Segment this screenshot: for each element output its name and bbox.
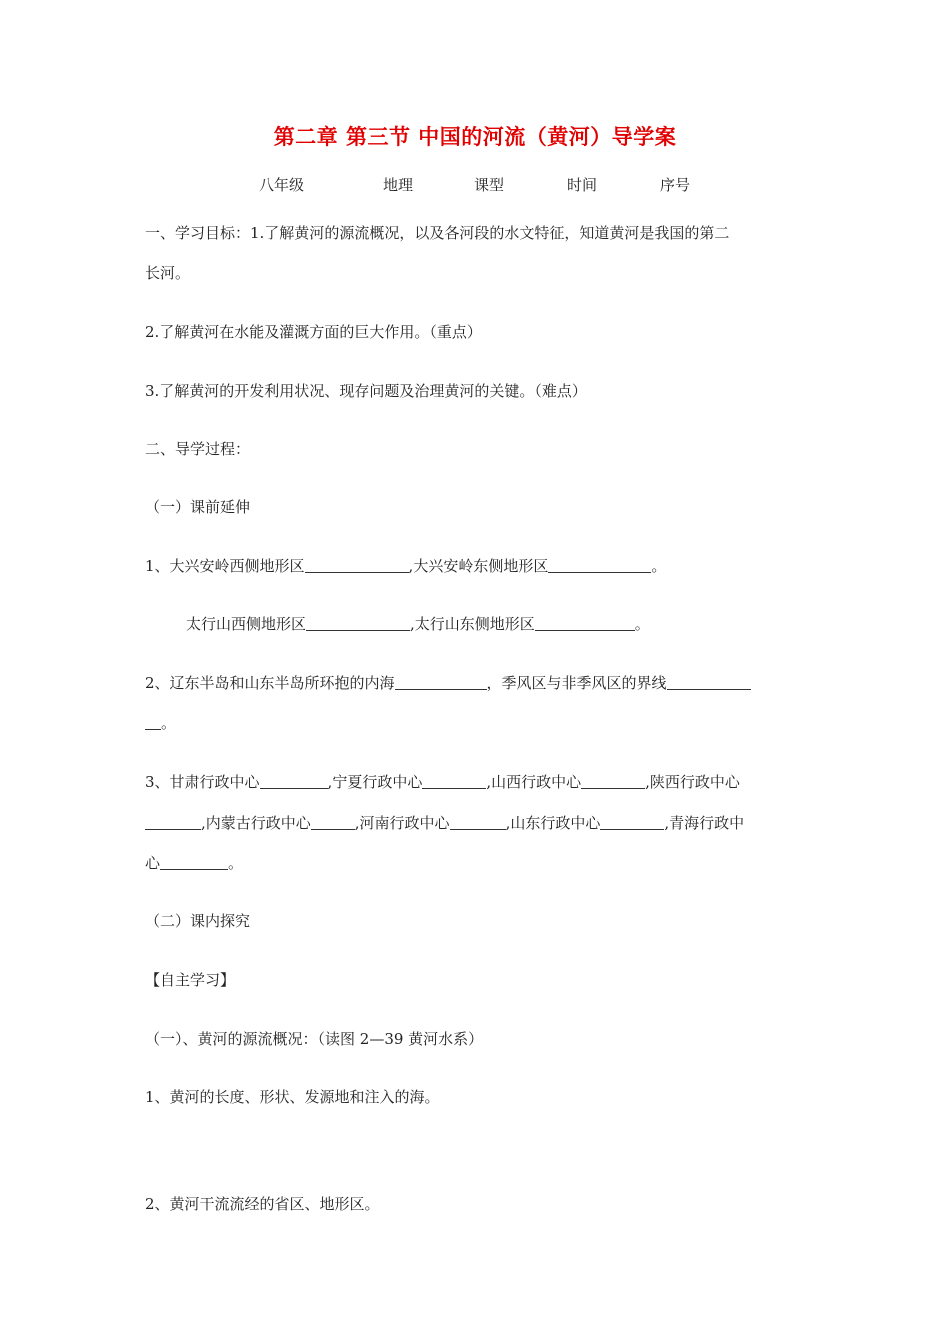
answer-blank[interactable] — [667, 674, 751, 690]
q1a-end: 。 — [651, 557, 667, 575]
section-in-class: （二）课内探究 — [145, 912, 251, 930]
q1a-text-1: 1、大兴安岭西侧地形区 — [145, 557, 305, 575]
meta-time: 时间 — [567, 176, 598, 194]
meta-subject: 地理 — [383, 176, 414, 194]
answer-blank[interactable] — [395, 674, 487, 690]
q3-text-5: ,内蒙古行政中心 — [201, 814, 311, 832]
q1b-text-2: ,太行山东侧地形区 — [410, 615, 535, 633]
section-pre-class: （一）课前延伸 — [145, 498, 251, 516]
q3-text-4: ,陕西行政中心 — [645, 773, 740, 791]
page-title: 第二章 第三节 中国的河流（黄河）导学案 — [273, 124, 677, 149]
q3-text-6: ,河南行政中心 — [354, 814, 450, 832]
goal-line-2: 2.了解黄河在水能及灌溉方面的巨大作用。（重点） — [145, 323, 482, 341]
answer-blank[interactable] — [600, 814, 664, 830]
q3-text-1: 3、甘肃行政中心 — [145, 773, 260, 791]
answer-blank[interactable] — [160, 854, 228, 870]
answer-blank[interactable] — [311, 814, 355, 830]
q3-text-7: ,山东行政中心 — [505, 814, 601, 832]
meta-sequence: 序号 — [660, 176, 691, 194]
q1b-text-1: 太行山西侧地形区 — [186, 615, 307, 633]
question-2 — [145, 672, 751, 693]
meta-grade: 八年级 — [259, 176, 305, 194]
q3-text-9: 心 — [145, 854, 161, 872]
q2-text-1: 2、辽东半岛和山东半岛所环抱的内海 — [145, 674, 395, 692]
goal-line-3: 3.了解黄河的开发利用状况、现存问题及治理黄河的关键。（难点） — [145, 382, 587, 400]
q1a-text-2: ,大兴安岭东侧地形区 — [408, 557, 549, 575]
answer-blank[interactable] — [305, 557, 409, 573]
self-study-heading: 【自主学习】 — [145, 971, 236, 989]
question-2-cont — [145, 712, 176, 733]
answer-blank[interactable] — [581, 773, 645, 789]
q2-text-2: ，季风区与非季风区的界线 — [486, 674, 667, 692]
q3-text-3: ,山西行政中心 — [486, 773, 582, 791]
answer-blank[interactable] — [450, 814, 506, 830]
question-3-cont — [145, 812, 744, 833]
answer-blank[interactable] — [548, 557, 651, 573]
meta-lesson-type: 课型 — [474, 176, 505, 194]
item-1: 1、黄河的长度、形状、发源地和注入的海。 — [145, 1088, 440, 1106]
process-heading: 二、导学过程： — [145, 440, 251, 458]
question-3-cont-2 — [145, 852, 243, 873]
answer-blank[interactable] — [145, 814, 201, 830]
goal-line-1: 一、学习目标：1.了解黄河的源流概况，以及各河段的水文特征，知道黄河是我国的第二 — [145, 224, 730, 242]
q3-text-8: ,青海行政中 — [664, 814, 745, 832]
goal-line-1-cont: 长河。 — [145, 264, 191, 282]
question-1a — [145, 555, 666, 576]
q2-end: 。 — [161, 714, 177, 732]
answer-blank[interactable] — [260, 773, 328, 789]
q3-end: 。 — [228, 854, 244, 872]
answer-blank[interactable] — [306, 615, 410, 631]
answer-blank[interactable] — [422, 773, 486, 789]
answer-blank[interactable] — [535, 615, 635, 631]
q3-text-2: ,宁夏行政中心 — [327, 773, 423, 791]
q1b-end: 。 — [634, 615, 650, 633]
part-1-heading: （一）、黄河的源流概况：（读图 2—39 黄河水系） — [145, 1030, 484, 1048]
question-3 — [145, 771, 740, 792]
item-2: 2、黄河干流流经的省区、地形区。 — [145, 1195, 380, 1213]
answer-blank[interactable] — [145, 714, 161, 730]
question-1b — [186, 613, 650, 634]
